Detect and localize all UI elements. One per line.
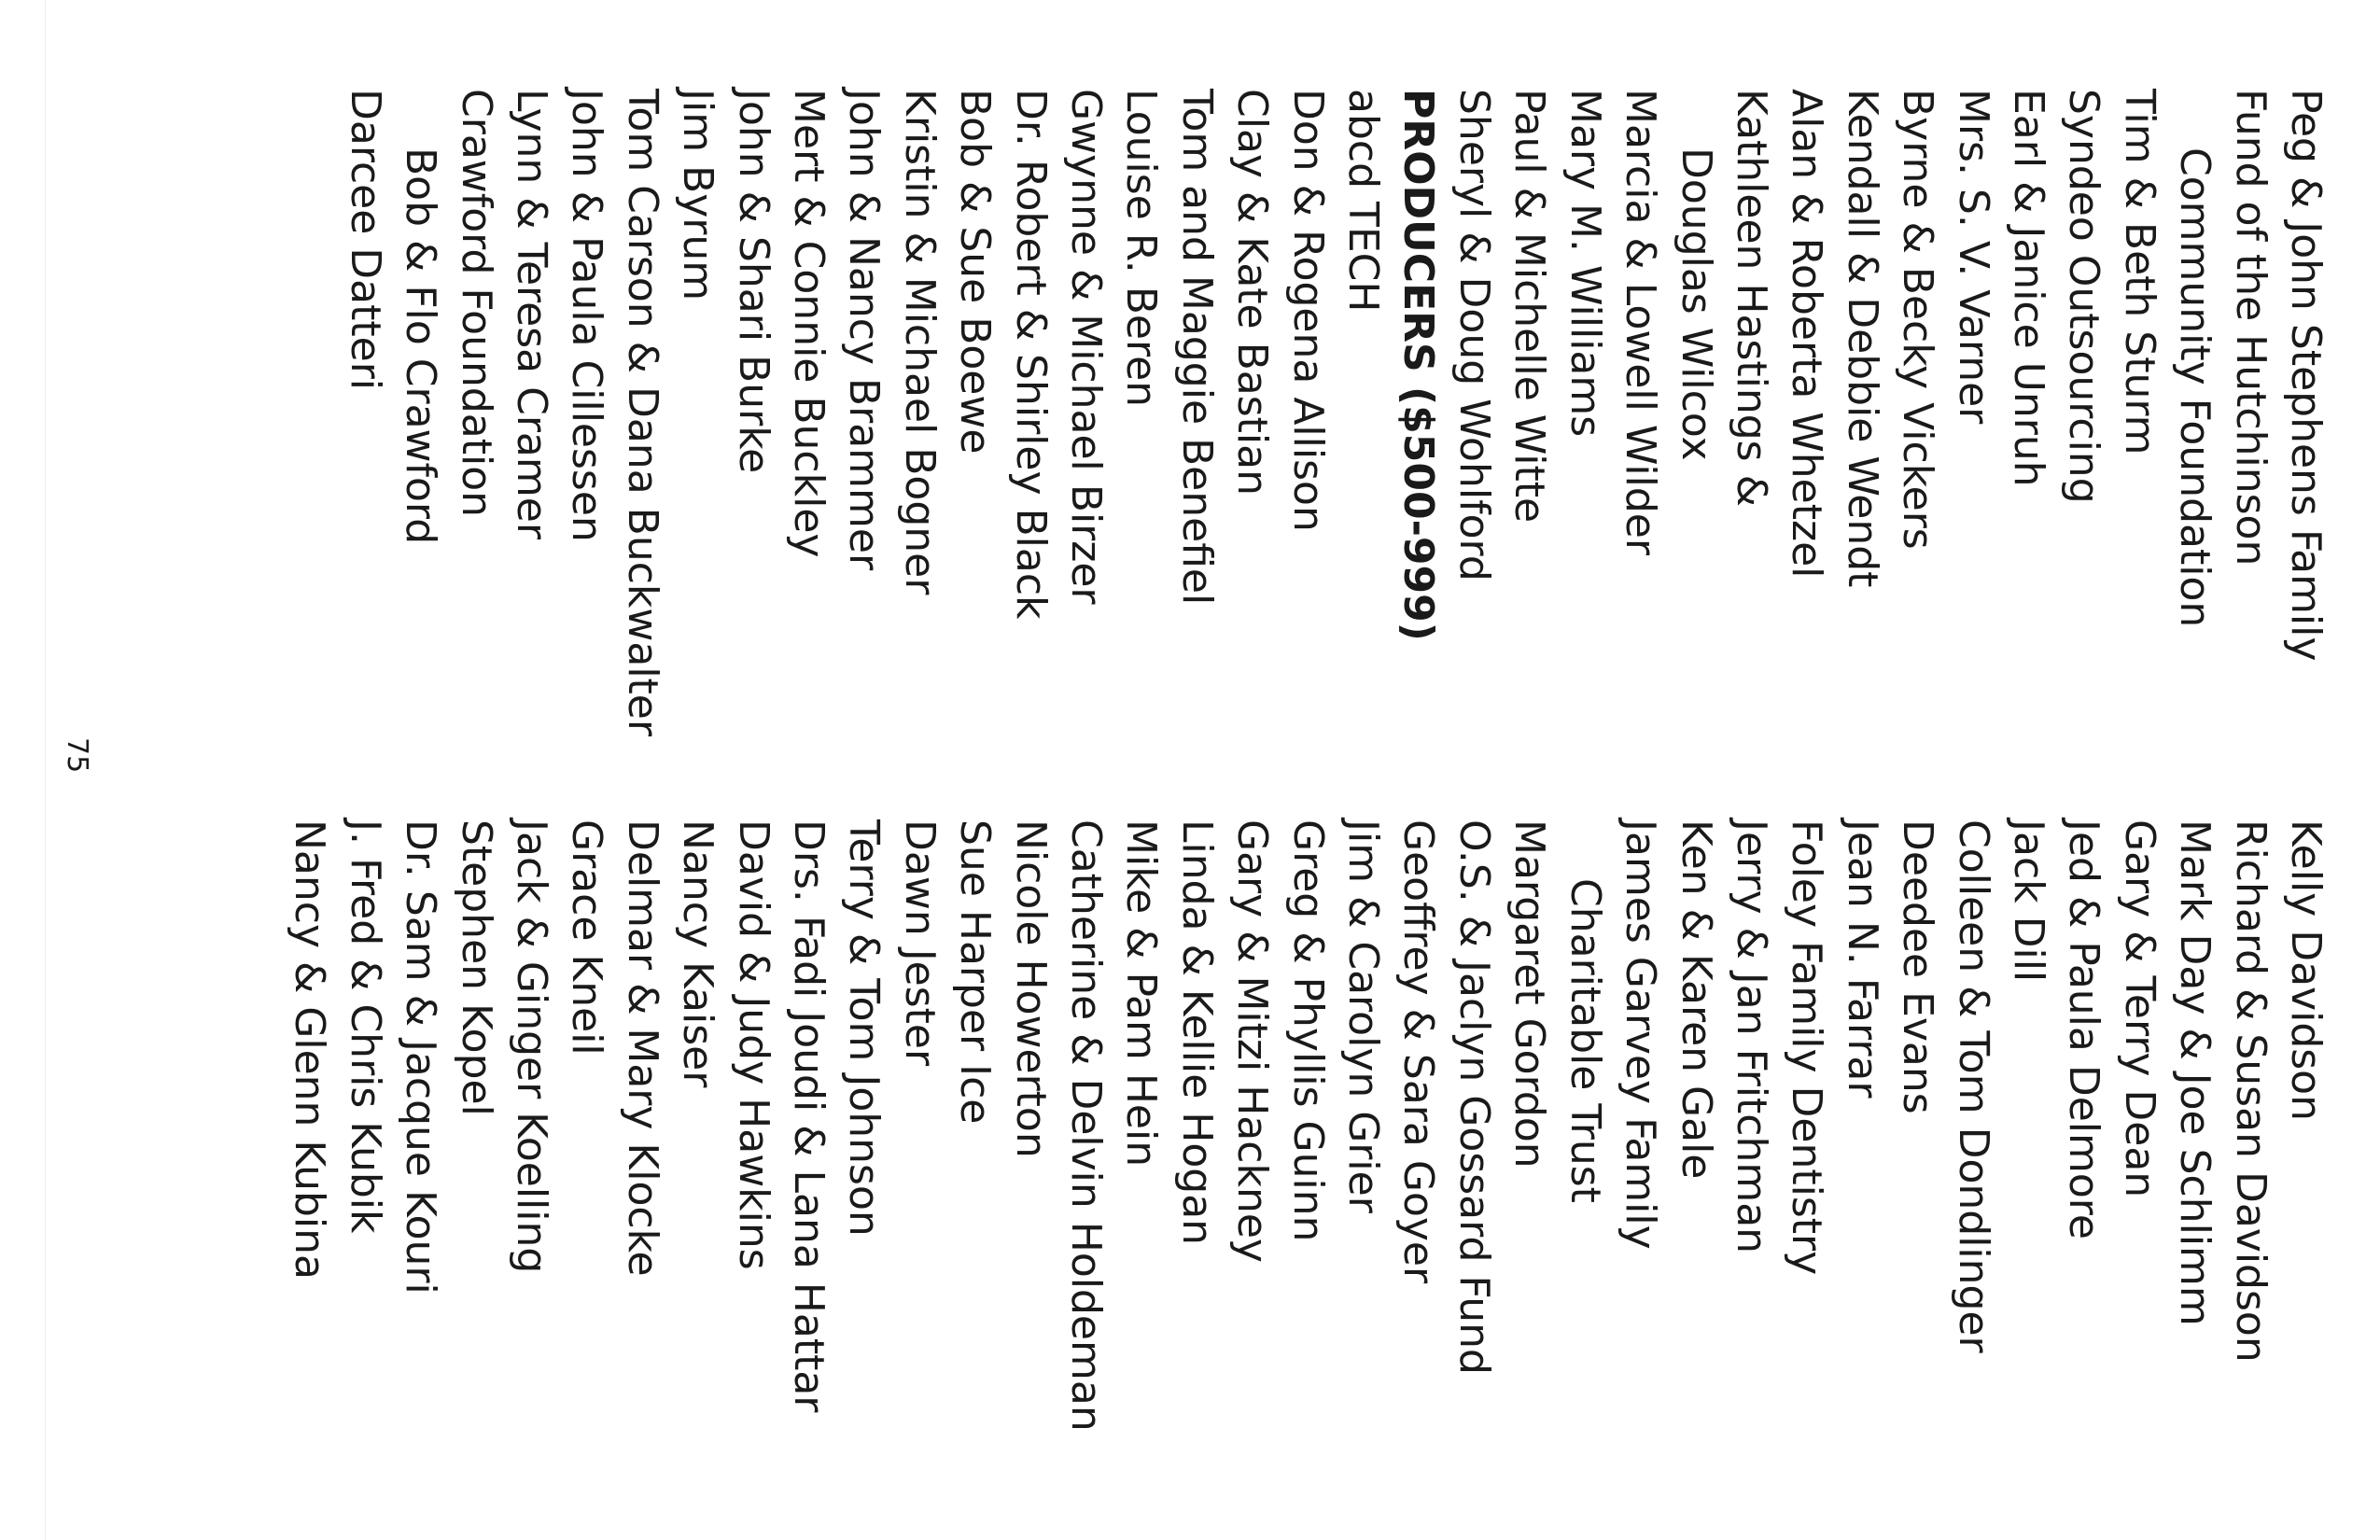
donor-name: Kendall & Debbie Wendt bbox=[1838, 89, 1886, 588]
donor-name: Mary M. Williams bbox=[1561, 89, 1609, 438]
donor-name: Nancy & Glenn Kubina bbox=[286, 819, 334, 1280]
donor-name: Mert & Connie Buckley bbox=[785, 89, 833, 558]
donor-name: Kathleen Hastings & bbox=[1727, 89, 1775, 507]
donor-name: Tim & Beth Sturm bbox=[2115, 89, 2163, 455]
donor-name: Nancy Kaiser bbox=[674, 819, 722, 1088]
donor-name: John & Shari Burke bbox=[729, 89, 777, 474]
donor-name: Mark Day & Joe Schlimm bbox=[2171, 819, 2219, 1326]
donor-name: Dr. Sam & Jacque Kouri bbox=[397, 819, 445, 1295]
donor-name: Peg & John Stephens Family bbox=[2282, 89, 2330, 662]
donor-name: Drs. Fadi Joudi & Lana Hattar bbox=[785, 819, 833, 1413]
donor-name: Linda & Kellie Hogan bbox=[1172, 819, 1221, 1246]
donor-name: Crawford Foundation bbox=[452, 89, 500, 518]
donor-name: Don & Rogena Allison bbox=[1283, 89, 1332, 532]
donor-name: Kelly Davidson bbox=[2282, 819, 2330, 1121]
donor-name: Deedee Evans bbox=[1894, 819, 1942, 1114]
donor-name: Richard & Susan Davidson bbox=[2226, 819, 2275, 1363]
donor-name: John & Nancy Brammer bbox=[840, 89, 889, 571]
donor-name: Colleen & Tom Dondlinger bbox=[1949, 819, 1997, 1353]
donor-name: James Garvey Family bbox=[1617, 819, 1665, 1250]
donor-name: Lynn & Teresa Cramer bbox=[508, 89, 555, 539]
donor-name: Paul & Michelle Witte bbox=[1505, 89, 1554, 524]
donor-name: Margaret Gordon bbox=[1505, 819, 1554, 1169]
page-number: 75 bbox=[61, 737, 93, 774]
donor-name: Byrne & Becky Vickers bbox=[1894, 89, 1942, 550]
donor-name: O.S. & Jaclyn Gossard Fund bbox=[1449, 819, 1498, 1375]
donor-name: Dr. Robert & Shirley Black bbox=[1006, 89, 1055, 620]
donor-name-continuation: Bob & Flo Crawford bbox=[397, 147, 445, 545]
donor-name: Gary & Mitzi Hackney bbox=[1228, 819, 1277, 1263]
donor-name: Grace Kneil bbox=[563, 819, 611, 1056]
donor-name: Foley Family Dentistry bbox=[1783, 819, 1831, 1276]
donor-name: Jack & Ginger Koelling bbox=[508, 819, 555, 1274]
donor-name-continuation: Charitable Trust bbox=[1561, 878, 1609, 1203]
donor-name: Earl & Janice Unruh bbox=[2004, 89, 2052, 487]
donor-name: Bob & Sue Boewe bbox=[951, 89, 1000, 455]
donor-name: Nicole Howerton bbox=[1006, 819, 1055, 1158]
donor-name: Tom Carson & Dana Buckwalter bbox=[618, 89, 666, 736]
donor-name: Tom and Maggie Benefiel bbox=[1172, 89, 1221, 606]
donor-name: Jim & Carolyn Grier bbox=[1339, 819, 1388, 1213]
donor-name: Marcia & Lowell Wilder bbox=[1617, 89, 1665, 555]
donor-name: Clay & Kate Bastian bbox=[1228, 89, 1277, 496]
section-heading: PRODUCERS ($500-999) bbox=[1394, 89, 1443, 641]
donor-name: Kristin & Michael Bogner bbox=[895, 89, 944, 595]
donor-name: Gwynne & Michael Birzer bbox=[1062, 89, 1111, 605]
donor-name: Terry & Tom Johnson bbox=[840, 819, 889, 1237]
donor-name: abcd TECH bbox=[1339, 89, 1388, 313]
donor-name: Catherine & Delvin Holdeman bbox=[1062, 819, 1111, 1432]
donor-name: Dawn Jester bbox=[895, 819, 944, 1067]
donor-name: Gary & Terry Dean bbox=[2115, 819, 2163, 1198]
donor-name: Geoffrey & Sara Goyer bbox=[1394, 819, 1443, 1284]
donor-name: Sue Harper Ice bbox=[951, 819, 1000, 1125]
donor-name: Darcee Datteri bbox=[341, 89, 389, 391]
donor-name-continuation: Douglas Wilcox bbox=[1672, 147, 1720, 461]
donor-name: Sheryl & Doug Wohlford bbox=[1449, 89, 1498, 581]
donor-name: Louise R. Beren bbox=[1117, 89, 1166, 408]
donor-name: Syndeo Outsourcing bbox=[2060, 89, 2108, 504]
donor-name: Fund of the Hutchinson bbox=[2226, 89, 2275, 567]
donor-name: J. Fred & Chris Kubik bbox=[341, 819, 389, 1234]
donor-name: Mrs. S. V. Varner bbox=[1949, 89, 1997, 425]
donor-name: Jim Byrum bbox=[674, 89, 722, 301]
donor-name: Greg & Phyllis Guinn bbox=[1283, 819, 1332, 1242]
donor-name: Ken & Karen Gale bbox=[1672, 819, 1720, 1180]
donor-name: Jean N. Farrar bbox=[1838, 819, 1886, 1099]
donor-name: Jack Dill bbox=[2004, 819, 2052, 983]
donor-name: Alan & Roberta Whetzel bbox=[1783, 89, 1831, 579]
donor-list-left-column bbox=[337, 89, 2333, 736]
donor-name-continuation: Community Foundation bbox=[2171, 147, 2219, 628]
donor-name: David & Judy Hawkins bbox=[729, 819, 777, 1270]
donor-name: Jerry & Jan Fritchman bbox=[1727, 819, 1775, 1254]
donor-name: John & Paula Cillessen bbox=[563, 89, 611, 542]
donor-name: Delmar & Mary Klocke bbox=[618, 819, 666, 1277]
donor-name: Mike & Pam Hein bbox=[1117, 819, 1166, 1168]
donor-list-right-column bbox=[282, 819, 2333, 1432]
donor-name: Stephen Kopel bbox=[452, 819, 500, 1116]
donor-name: Jed & Paula Delmore bbox=[2060, 819, 2108, 1239]
